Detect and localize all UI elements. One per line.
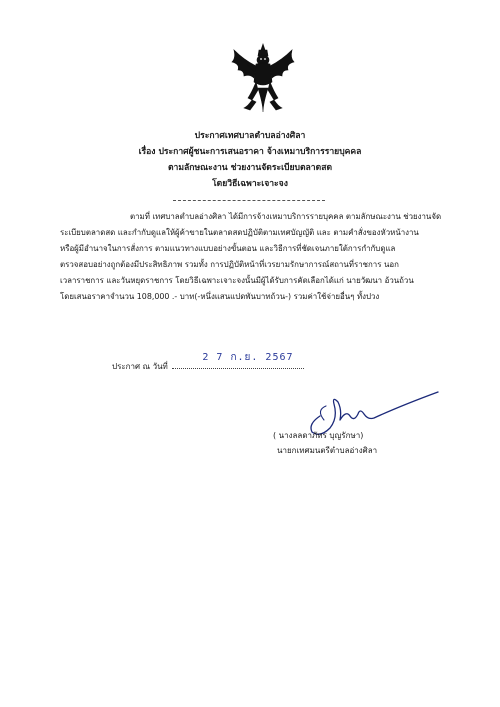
announce-date-label: ประกาศ ณ วันที่ bbox=[112, 362, 168, 371]
announce-date-value: 2 7 ก.ย. 2567 bbox=[202, 352, 294, 363]
body-line-6: โดยเสนอราคาจำนวน 108,000 .- บาท(-หนึ่งแสนแปดพันบาทถ้วน-) รวมค่าใช้จ่ายอื่นๆ ทั้งปวง bbox=[60, 292, 380, 301]
announcement-title: ประกาศเทศบาลตำบลอ่างศิลา bbox=[194, 131, 306, 141]
body-line-1: ตามที่ เทศบาลตำบลอ่างศิลา ได้มีการจ้างเหมาบริการรายบุคคล ตามลักษณะงาน ช่วยงานจัด bbox=[130, 212, 442, 221]
subject-line: เรื่อง ประกาศผู้ชนะการเสนอราคา จ้างเหมาบริการรายบุคคล bbox=[138, 147, 362, 157]
announce-date-field bbox=[172, 352, 304, 369]
signatory-name: ( นางลลดาภัทร บุญรักษา) bbox=[273, 431, 364, 440]
procurement-method-line: โดยวิธีเฉพาะเจาะจง bbox=[212, 179, 288, 189]
signatory-position: นายกเทศมนตรีตำบลอ่างศิลา bbox=[277, 446, 378, 455]
announce-date-row bbox=[112, 352, 304, 372]
header-divider bbox=[173, 200, 325, 201]
garuda-emblem-icon bbox=[230, 42, 296, 116]
body-line-2: ระเบียบตลาดสด และกำกับดูแลให้ผู้ค้าขายในตลาดสดปฏิบัติตามเทศบัญญัติ และ ตามคำสั่งของหัวหน้างาน bbox=[60, 228, 419, 237]
job-description-line: ตามลักษณะงาน ช่วยงานจัดระเบียบตลาดสด bbox=[167, 163, 333, 173]
body-line-3: หรือผู้มีอำนาจในการสั่งการ ตามแนวทางแบบอย่างขั้นตอน และวิธีการที่ชัดเจนภายใต้การกำกับดูแล bbox=[60, 244, 396, 253]
body-line-5: เวลาราชการ และวันหยุดราชการ โดยวิธีเฉพาะเจาะจงนั้นมีผู้ได้รับการคัดเลือกได้แก่ นายวัฒนา อ้วนถ้วน bbox=[60, 276, 414, 285]
body-line-4: ตรวจสอบอย่างถูกต้องมีประสิทธิภาพ รวมทั้ง การปฏิบัติหน้าที่เวรยามรักษาการณ์สถานที่ราชการ นอก bbox=[60, 260, 399, 269]
